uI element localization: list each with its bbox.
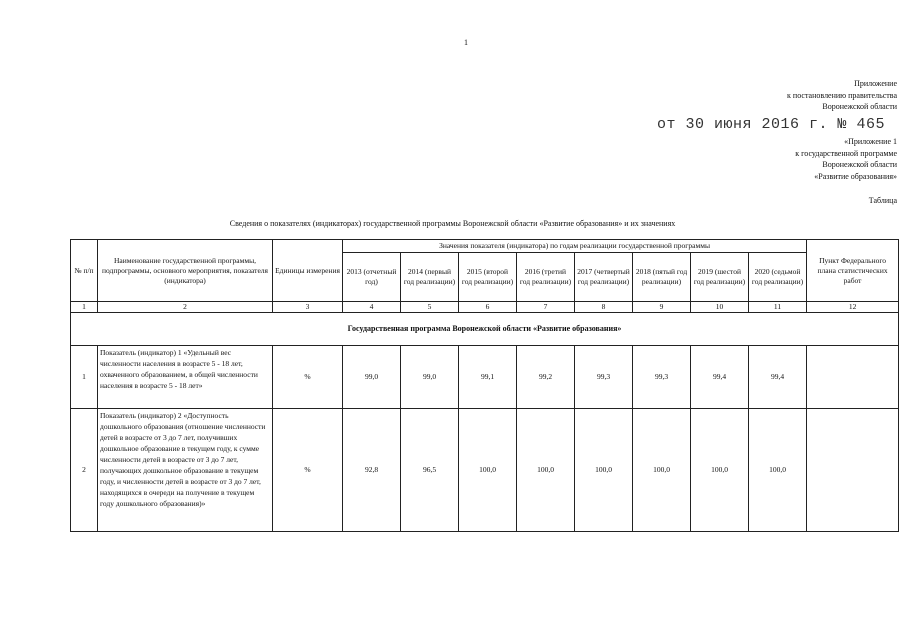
annex-header <box>597 78 897 113</box>
column-number: 12 <box>807 302 899 313</box>
header-year: 2018 (пятый год реализации) <box>633 253 691 302</box>
table-row <box>71 346 899 409</box>
row-name: Показатель (индикатор) 2 «Доступность дошкольного образования (отношение численности детей в возрасте от 3 до 7 лет, получивших дошкольное образование в текущем году, к сумме численности детей в возрасте от 3 до 7 лет, получающих дошкольное образование в текущем году, и численности детей в возрасте от 3 до 7 лет, находящихся в очереди на получение в текущем году дошкольного образования)» <box>98 409 273 532</box>
table-row <box>71 409 899 532</box>
row-value: 99,3 <box>575 346 633 409</box>
header-year: 2017 (четвертый год реализации) <box>575 253 633 302</box>
row-num: 1 <box>71 346 98 409</box>
column-number: 4 <box>343 302 401 313</box>
header-year: 2016 (третий год реализации) <box>517 253 575 302</box>
row-value: 100,0 <box>633 409 691 532</box>
header-year: 2015 (второй год реализации) <box>459 253 517 302</box>
section-title: Государственная программа Воронежской области «Развитие образования» <box>71 313 899 346</box>
row-value: 99,1 <box>459 346 517 409</box>
column-number: 9 <box>633 302 691 313</box>
decree-stamp: от 30 июня 2016 г. № 465 <box>656 116 885 133</box>
header-year: 2020 (седьмой год реализации) <box>749 253 807 302</box>
column-number: 8 <box>575 302 633 313</box>
header-name: Наименование государственной программы, подпрограммы, основного мероприятия, показателя (индикатора) <box>98 240 273 302</box>
annex-line: Воронежской области <box>822 102 897 111</box>
row-value: 99,2 <box>517 346 575 409</box>
table-label: Таблица <box>868 196 897 205</box>
column-number: 10 <box>691 302 749 313</box>
header-unit: Единицы измерения <box>273 240 343 302</box>
header-num: № п/п <box>71 240 98 302</box>
header-year: 2014 (первый год реализации) <box>401 253 459 302</box>
header-values-group: Значения показателя (индикатора) по годам реализации государственной программы <box>343 240 807 253</box>
page-number: 1 <box>464 38 468 47</box>
annex-line: «Развитие образования» <box>814 171 897 181</box>
header-year: 2019 (шестой год реализации) <box>691 253 749 302</box>
row-unit: % <box>273 346 343 409</box>
document-title: Сведения о показателях (индикаторах) государственной программы Воронежской области «Развитие образования» и их значениях <box>229 219 676 228</box>
annex-line: к государственной программе <box>795 148 897 158</box>
header-year: 2013 (отчетный год) <box>343 253 401 302</box>
row-plan <box>807 409 899 532</box>
column-number: 1 <box>71 302 98 313</box>
column-number: 6 <box>459 302 517 313</box>
header-plan: Пункт Федерального плана статистических работ <box>807 240 899 302</box>
row-plan <box>807 346 899 409</box>
row-num: 2 <box>71 409 98 532</box>
annex-line: Приложение <box>854 79 897 88</box>
row-value: 99,0 <box>401 346 459 409</box>
column-number: 11 <box>749 302 807 313</box>
row-value: 99,4 <box>691 346 749 409</box>
annex-line: «Приложение 1 <box>844 137 897 146</box>
column-number: 5 <box>401 302 459 313</box>
row-unit: % <box>273 409 343 532</box>
row-value: 100,0 <box>575 409 633 532</box>
indicators-table <box>70 239 899 532</box>
row-value: 100,0 <box>749 409 807 532</box>
row-value: 96,5 <box>401 409 459 532</box>
row-value: 99,3 <box>633 346 691 409</box>
annex-program-header <box>597 136 897 182</box>
row-value: 99,0 <box>343 346 401 409</box>
column-number: 7 <box>517 302 575 313</box>
row-value: 99,4 <box>749 346 807 409</box>
row-value: 100,0 <box>691 409 749 532</box>
row-value: 100,0 <box>517 409 575 532</box>
row-value: 100,0 <box>459 409 517 532</box>
annex-line: к постановлению правительства <box>787 90 897 100</box>
row-name: Показатель (индикатор) 1 «Удельный вес численности населения в возрасте 5 - 18 лет, охваченного образованием, в общей численности населения в возрасте 5 - 18 лет» <box>98 346 273 409</box>
row-value: 92,8 <box>343 409 401 532</box>
column-number: 2 <box>98 302 273 313</box>
column-number: 3 <box>273 302 343 313</box>
annex-line: Воронежской области <box>822 160 897 169</box>
